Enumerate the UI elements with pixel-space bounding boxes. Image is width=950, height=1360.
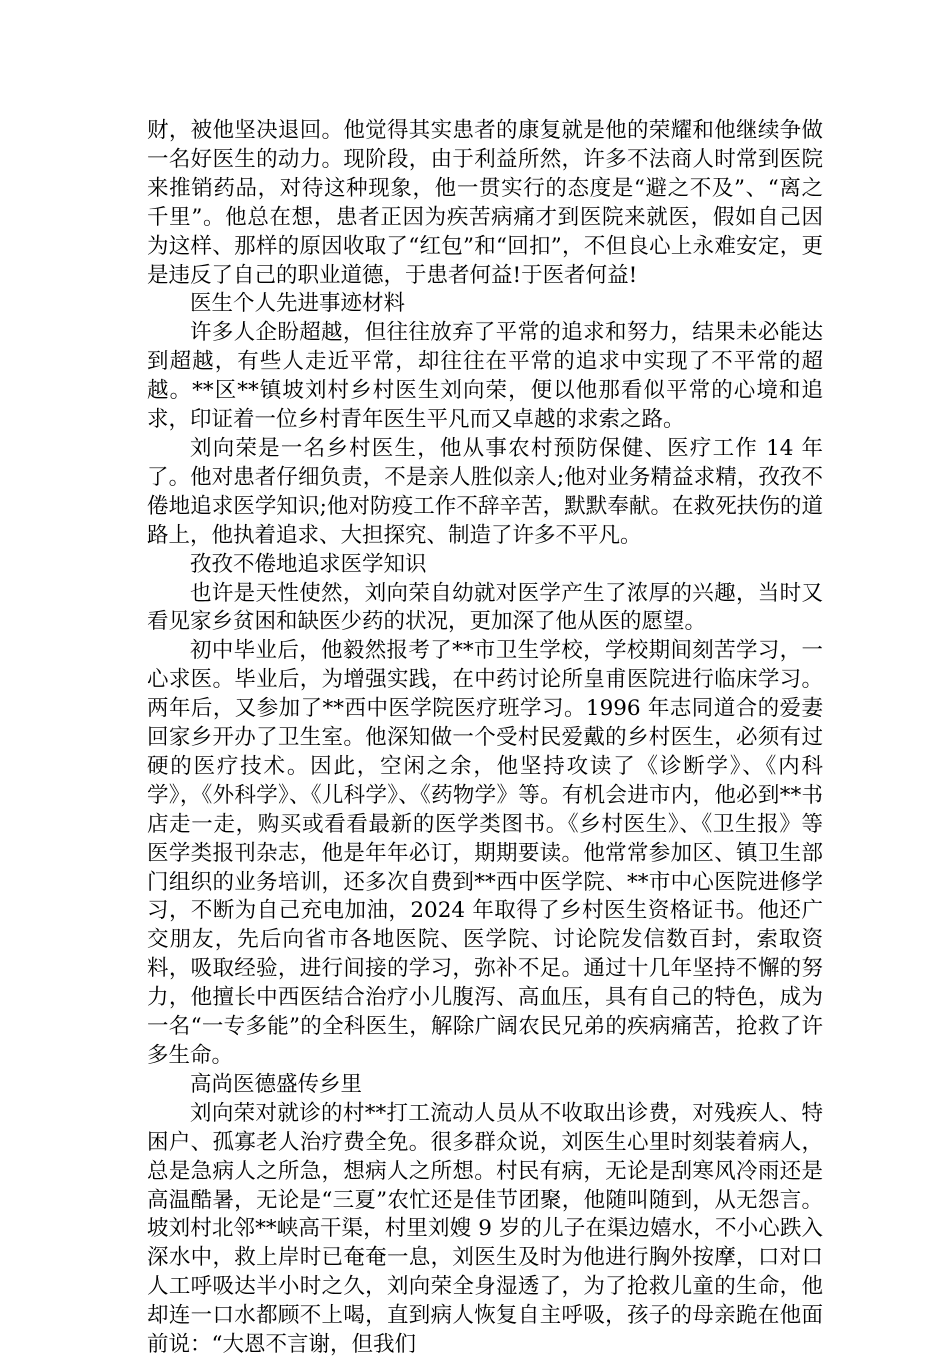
paragraph-profile: 刘向荣是一名乡村医生，他从事农村预防保健、医疗工作 14 年了。他对患者仔细负责，不是亲人胜似亲人;他对业务精益求精，孜孜不倦地追求医学知识;他对防疫工作不辞辛苦，默默奉献。在救死扶伤的道路上，他执着追求、大担探究、制造了许多不平凡。: [147, 435, 823, 548]
paragraph-childhood-interest: 也许是天性使然，刘向荣自幼就对医学产生了浓厚的兴趣，当时又看见家乡贫困和缺医少药的状况，更加深了他从医的愿望。: [147, 580, 823, 635]
document-body: [147, 117, 823, 1360]
paragraph-education: 初中毕业后，他毅然报考了**市卫生学校，学校期间刻苦学习，一心求医。毕业后，为增强实践，在中药讨论所皇甫医院进行临床学习。两年后，又参加了**西中医学院医疗班学习。1996 年志同道合的爱妻回家乡开办了卫生室。他深知做一个受村民爱戴的乡村医生，必须有过硬的医疗技术。因此，空闲之余，他坚持攻读了《诊断学》、《内科学》，《外科学》、《儿科学》、《药物学》等。有机会进市内，他必到**书店走一走，购买或看看最新的医学类图书。《乡村医生》、《卫生报》等医学类报刊杂志，他是年年必订，期期要读。他常常参加区、镇卫生部门组织的业务培训，还多次自费到**西中医学院、**市中心医院进修学习，不断为自己充电加油，2024 年取得了乡村医生资格证书。他还广交朋友，先后向省市各地医院、医学院、讨论院发信数百封，索取资料，吸取经验，进行间接的学习，弥补不足。通过十几年坚持不懈的努力，他擅长中西医结合治疗小儿腹泻、高血压，具有自己的特色，成为一名“一专多能”的全科医生，解除广阔农民兄弟的疾病痛苦，抢救了许多生命。: [147, 638, 823, 1068]
paragraph-intro: 许多人企盼超越，但往往放弃了平常的追求和努力，结果未必能达到超越，有些人走近平常，却往往在平常的追求中实现了不平常的超越。**区**镇坡刘村乡村医生刘向荣，便以他那看似平常的心境和追求，印证着一位乡村青年医生平凡而又卓越的求索之路。: [147, 320, 823, 433]
section-heading-medical-ethics: 高尚医德盛传乡里: [190, 1071, 363, 1097]
paragraph-continuation: 财，被他坚决退回。他觉得其实患者的康复就是他的荣耀和他继续争做一名好医生的动力。现阶段，由于利益所然，许多不法商人时常到医院来推销药品，对待这种现象，他一贯实行的态度是“避之不及”、“离之千里”。他总在想，患者正因为疾苦病痛才到医院来就医，假如自己因为这样、那样的原因收取了“红包”和“回扣”，不但良心上永难安定，更是违反了自己的职业道德，于患者何益!于医者何益!: [147, 118, 823, 288]
section-title-advanced-deeds: 医生个人先进事迹材料: [190, 291, 406, 317]
section-heading-pursuit-of-knowledge: 孜孜不倦地追求医学知识: [190, 551, 427, 577]
paragraph-ethics-story: 刘向荣对就诊的村**打工流动人员从不收取出诊费，对残疾人、特困户、孤寡老人治疗费全免。很多群众说，刘医生心里时刻装着病人，总是急病人之所急，想病人之所想。村民有病，无论是刮寒风冷雨还是高温酷暑，无论是“三夏”农忙还是佳节团聚，他随叫随到，从无怨言。坡刘村北邻**峡高干渠，村里刘嫂 9 岁的儿子在渠边嬉水，不小心跌入深水中，救上岸时已奄奄一息，刘医生及时为他进行胸外按摩，口对口人工呼吸达半小时之久，刘向荣全身湿透了，为了抢救儿童的生命，他却连一口水都顾不上喝，直到病人恢复自主呼吸，孩子的母亲跪在他面前说：“大恩不言谢，但我们: [147, 1100, 823, 1358]
